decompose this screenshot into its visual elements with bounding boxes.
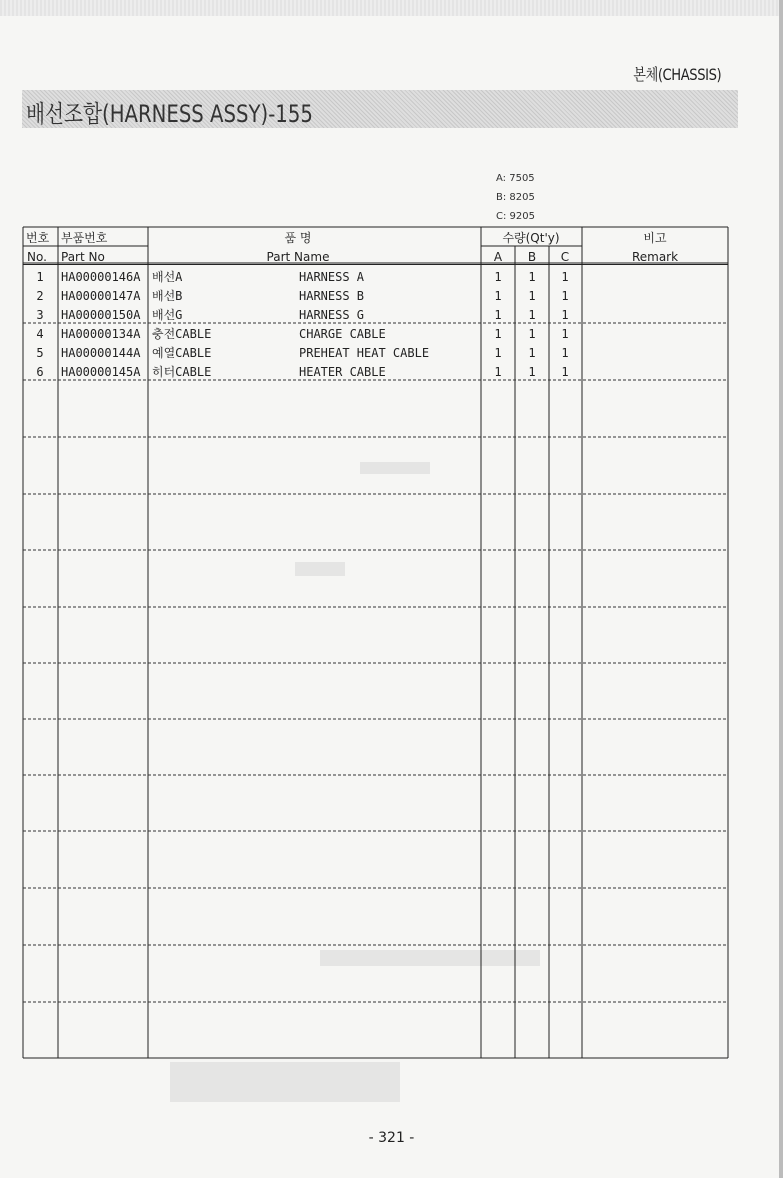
row-no: 2 — [36, 289, 44, 303]
row-qty-b: 1 — [528, 365, 536, 379]
row-qty-b: 1 — [528, 289, 536, 303]
row-name-ko: 배선G — [152, 308, 183, 322]
row-no: 3 — [36, 308, 44, 322]
row-qty-c: 1 — [561, 270, 569, 284]
variant-c: C: 9205 — [496, 211, 535, 222]
variant-b: B: 8205 — [496, 192, 535, 203]
row-qty-b: 1 — [528, 308, 536, 322]
row-name-ko: 예열CABLE — [152, 346, 212, 360]
variant-a: A: 7505 — [496, 173, 535, 184]
row-qty-a: 1 — [494, 308, 502, 322]
row-name-en: HEATER CABLE — [299, 365, 386, 379]
row-name-ko: 배선A — [152, 270, 183, 284]
header-part-no-en: Part No — [61, 250, 105, 264]
row-no: 5 — [36, 346, 44, 360]
page-number: - 321 - — [368, 1130, 415, 1146]
row-name-ko: 히터CABLE — [152, 365, 212, 379]
row-name-en: PREHEAT HEAT CABLE — [299, 346, 430, 360]
header-remark-en: Remark — [631, 250, 679, 264]
row-name-ko: 배선B — [152, 289, 183, 303]
row-qty-c: 1 — [561, 327, 569, 341]
header-part-name-ko: 품 명 — [284, 231, 312, 245]
row-part-no: HA00000134A — [61, 327, 141, 341]
section-label: 본체(CHASSIS) — [633, 65, 721, 84]
row-no: 4 — [36, 327, 44, 341]
header-remark-ko: 비고 — [643, 231, 667, 245]
row-qty-a: 1 — [494, 346, 502, 360]
row-no: 1 — [36, 270, 44, 284]
row-qty-a: 1 — [494, 289, 502, 303]
header-part-no-ko: 부품번호 — [61, 231, 108, 245]
header-qty-b: B — [527, 250, 537, 264]
page-title: 배선조합(HARNESS ASSY)-155 — [26, 100, 313, 128]
row-name-en: CHARGE CABLE — [299, 327, 386, 341]
row-part-no: HA00000144A — [61, 346, 141, 360]
header-no-en: No. — [27, 250, 47, 264]
row-qty-a: 1 — [494, 365, 502, 379]
header-part-name-en: Part Name — [266, 250, 330, 264]
row-qty-a: 1 — [494, 327, 502, 341]
row-qty-c: 1 — [561, 346, 569, 360]
header-qty: 수량(Qt'y) — [502, 231, 560, 245]
row-qty-c: 1 — [561, 365, 569, 379]
row-name-en: HARNESS B — [299, 289, 365, 303]
header-qty-c: C — [560, 250, 570, 264]
row-part-no: HA00000145A — [61, 365, 141, 379]
row-qty-b: 1 — [528, 270, 536, 284]
header-qty-a: A — [493, 250, 503, 264]
row-qty-b: 1 — [528, 327, 536, 341]
header-no-ko: 번호 — [26, 231, 50, 245]
row-name-en: HARNESS A — [299, 270, 365, 284]
row-part-no: HA00000150A — [61, 308, 141, 322]
row-name-en: HARNESS G — [299, 308, 365, 322]
row-part-no: HA00000147A — [61, 289, 141, 303]
row-no: 6 — [36, 365, 44, 379]
row-qty-a: 1 — [494, 270, 502, 284]
row-qty-c: 1 — [561, 308, 569, 322]
row-name-ko: 충전CABLE — [152, 327, 212, 341]
row-qty-c: 1 — [561, 289, 569, 303]
row-qty-b: 1 — [528, 346, 536, 360]
row-part-no: HA00000146A — [61, 270, 141, 284]
